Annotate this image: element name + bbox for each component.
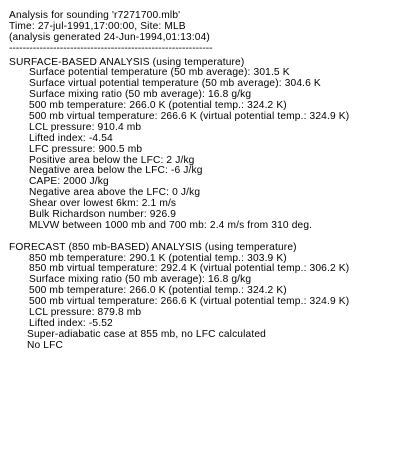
forecast-analysis-section bbox=[9, 243, 414, 352]
analysis-generated-time: (analysis generated 24-Jun-1994,01:13:04) bbox=[9, 31, 210, 43]
surface-line-negative-area-above-lfc: Negative area above the LFC: 0 J/kg bbox=[29, 187, 201, 199]
surface-line-virtual-potential-temperature: Surface virtual potential temperature (50 mb average): 304.6 K bbox=[29, 78, 321, 90]
surface-line-500mb-virtual-temperature: 500 mb virtual temperature: 266.6 K (virtual potential temp.: 324.9 K) bbox=[29, 111, 350, 123]
forecast-line-lcl-pressure: LCL pressure: 879.8 mb bbox=[29, 307, 142, 319]
sounding-analysis-document bbox=[9, 11, 414, 352]
surface-line-negative-area-below-lfc: Negative area below the LFC: -6 J/kg bbox=[29, 165, 203, 177]
forecast-line-500mb-virtual-temperature: 500 mb virtual temperature: 266.6 K (virtual potential temp.: 324.9 K) bbox=[29, 296, 350, 308]
forecast-line-lifted-index: Lifted index: -5.52 bbox=[29, 317, 113, 329]
surface-line-lcl-pressure: LCL pressure: 910.4 mb bbox=[29, 121, 142, 133]
forecast-line-850mb-virtual-temperature: 850 mb virtual temperature: 292.4 K (virtual potential temp.: 306.2 K) bbox=[29, 263, 350, 275]
sounding-time-site: Time: 27-jul-1991,17:00:00, Site: MLB bbox=[9, 20, 186, 32]
header-separator: ------------------------------------------------------------ bbox=[9, 42, 213, 54]
surface-line-potential-temperature: Surface potential temperature (50 mb average): 301.5 K bbox=[29, 67, 290, 79]
surface-line-cape: CAPE: 2000 J/kg bbox=[29, 176, 109, 188]
surface-line-positive-area-below-lfc: Positive area below the LFC: 2 J/kg bbox=[29, 154, 195, 166]
document-header bbox=[9, 11, 414, 55]
surface-line-mixing-ratio: Surface mixing ratio (50 mb average): 16.8 g/kg bbox=[29, 89, 252, 101]
surface-analysis-heading: SURFACE-BASED ANALYSIS (using temperature) bbox=[9, 56, 245, 68]
surface-line-mlvw: MLVW between 1000 mb and 700 mb: 2.4 m/s from 310 deg. bbox=[29, 219, 313, 231]
forecast-line-mixing-ratio: Surface mixing ratio (50 mb average): 16.8 g/kg bbox=[29, 274, 252, 286]
surface-line-shear: Shear over lowest 6km: 2.1 m/s bbox=[29, 198, 177, 210]
surface-line-bulk-richardson: Bulk Richardson number: 926.9 bbox=[29, 209, 177, 221]
surface-line-lfc-pressure: LFC pressure: 900.5 mb bbox=[29, 143, 143, 155]
forecast-note-no-lfc: No LFC bbox=[27, 339, 63, 351]
forecast-line-850mb-temperature: 850 mb temperature: 290.1 K (potential temp.: 303.9 K) bbox=[29, 252, 287, 264]
surface-line-500mb-temperature: 500 mb temperature: 266.0 K (potential temp.: 324.2 K) bbox=[29, 100, 287, 112]
surface-line-lifted-index: Lifted index: -4.54 bbox=[29, 132, 113, 144]
surface-based-analysis-section bbox=[9, 58, 414, 232]
forecast-note-super-adiabatic: Super-adiabatic case at 855 mb, no LFC calculated bbox=[27, 328, 266, 340]
forecast-analysis-heading: FORECAST (850 mb-BASED) ANALYSIS (using temperature) bbox=[9, 241, 297, 253]
forecast-line-500mb-temperature: 500 mb temperature: 266.0 K (potential temp.: 324.2 K) bbox=[29, 285, 287, 297]
sounding-title: Analysis for sounding 'r7271700.mlb' bbox=[9, 10, 181, 21]
